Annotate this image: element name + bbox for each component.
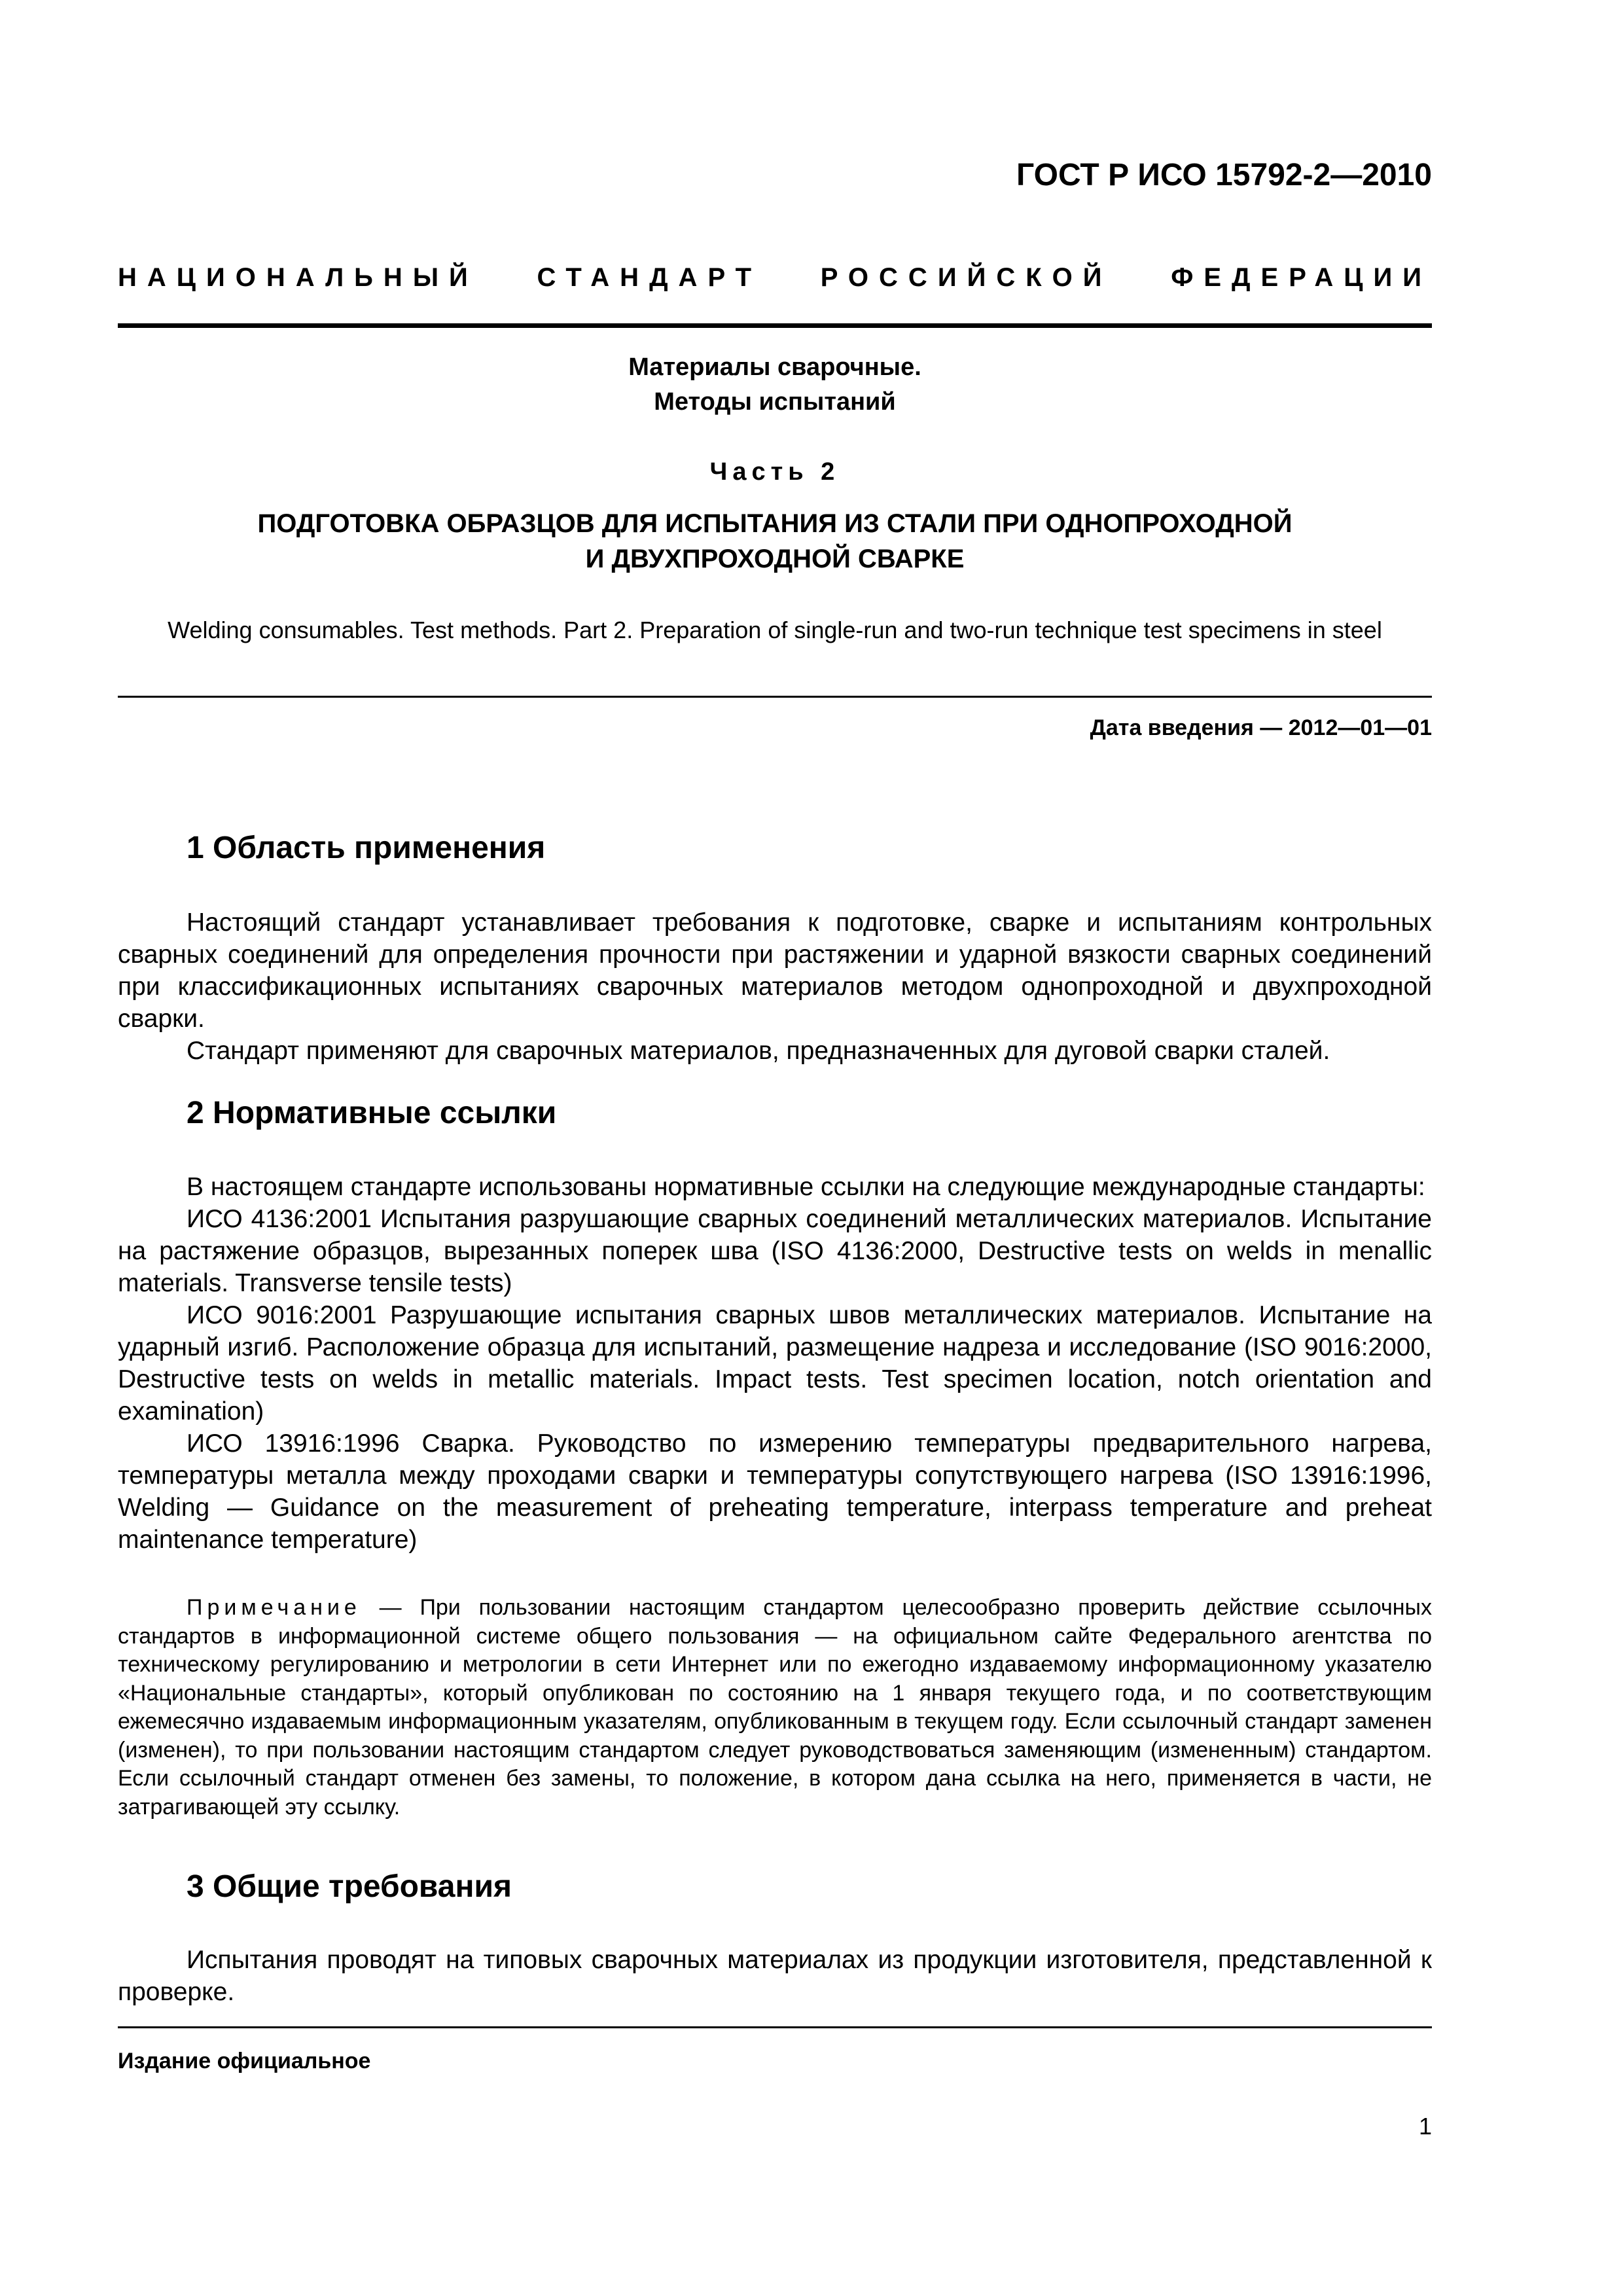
reference-iso-4136: ИСО 4136:2001 Испытания разрушающие сварных соединений металлических материалов. Испытание на растяжение образцов, вырезанных поперек шва (ISO 4136:2000, Destructive tests on welds in menallic materials. Transverse tensile tests) — [118, 1205, 1432, 1297]
banner-word: ФЕДЕРАЦИИ — [1171, 263, 1432, 292]
paragraph: Испытания проводят на типовых сварочных материалах из продукции изготовителя, представленной к проверке. — [118, 1946, 1432, 2006]
part-title-line1: ПОДГОТОВКА ОБРАЗЦОВ ДЛЯ ИСПЫТАНИЯ ИЗ СТАЛИ ПРИ ОДНОПРОХОДНОЙ — [257, 509, 1293, 538]
part-title-line2: И ДВУХПРОХОДНОЙ СВАРКЕ — [585, 545, 965, 573]
section-heading-scope: 1 Область применения — [187, 831, 546, 865]
english-title: Welding consumables. Test methods. Part 2. Preparation of single-run and two-run technique test specimens in steel — [168, 617, 1382, 643]
section-scope-body — [118, 906, 1432, 1067]
national-standard-banner — [118, 263, 1432, 293]
section-heading-general-requirements: 3 Общие требования — [187, 1869, 512, 1904]
reference-iso-9016: ИСО 9016:2001 Разрушающие испытания сварных швов металлических материалов. Испытание на ударный изгиб. Расположение образца для испытаний, размещение надреза и исследование (ISO 9016:2000, Destructive tests on welds in metallic materials. Impact tests. Test specimen location, notch orientation and examination) — [118, 1301, 1432, 1426]
banner-word: СТАНДАРТ — [537, 263, 762, 292]
document-title-line2: Методы испытаний — [654, 388, 896, 416]
header-divider — [118, 323, 1432, 328]
title-divider — [118, 696, 1432, 698]
document-title-line1: Материалы сварочные. — [628, 353, 921, 381]
section-references-body — [118, 1171, 1432, 1556]
banner-word: РОССИЙСКОЙ — [820, 263, 1113, 292]
reference-iso-13916: ИСО 13916:1996 Сварка. Руководство по измерению температуры предварительного нагрева, температуры металла между проходами сварки и температуры сопутствующего нагрева (ISO 13916:1996, Welding — Guidance on the measurement of preheating temperature, interpass temperature and preheat maintenance temperature) — [118, 1429, 1432, 1554]
references-note — [118, 1594, 1432, 1821]
document-code: ГОСТ Р ИСО 15792-2—2010 — [1016, 158, 1432, 192]
official-edition-label: Издание официальное — [118, 2049, 371, 2073]
paragraph: Стандарт применяют для сварочных материалов, предназначенных для дуговой сварки сталей. — [187, 1037, 1330, 1065]
paragraph: Настоящий стандарт устанавливает требования к подготовке, сварке и испытаниям контрольных сварных соединений для определения прочности при растяжении и ударной вязкости сварных соединений при классификационных испытаниях сварочных материалов методом однопроходной и двухпроходной сварки. — [118, 908, 1432, 1033]
note-label: Примечание — [187, 1595, 361, 1620]
section-heading-references: 2 Нормативные ссылки — [187, 1096, 557, 1130]
introduction-date: Дата введения — 2012—01—01 — [1090, 715, 1432, 740]
note-text: — При пользовании настоящим стандартом целесообразно проверить действие ссылочных стандартов в информационной системе общего пользования — на официальном сайте Федерального агентства по техническому регулированию и метрологии в сети Интернет или по ежегодно издаваемому информационному указателю «Национальные стандарты», который опубликован по состоянию на 1 января текущего года, и по соответствующим ежемесячно издаваемым информационным указателям, опубликованным в текущем году. Если ссылочный стандарт заменен (изменен), то при пользовании настоящим стандартом следует руководствоваться заменяющим (измененным) стандартом. Если ссылочный стандарт отменен без замены, то положение, в котором дана ссылка на него, применяется в части, не затрагивающей эту ссылку. — [118, 1595, 1432, 1820]
section-general-requirements-body — [118, 1944, 1432, 2008]
footer-divider — [118, 2026, 1432, 2028]
part-label: Часть 2 — [709, 458, 840, 486]
paragraph: В настоящем стандарте использованы нормативные ссылки на следующие международные стандарты: — [187, 1173, 1425, 1201]
page-number: 1 — [1418, 2113, 1432, 2140]
banner-word: НАЦИОНАЛЬНЫЙ — [118, 263, 478, 292]
